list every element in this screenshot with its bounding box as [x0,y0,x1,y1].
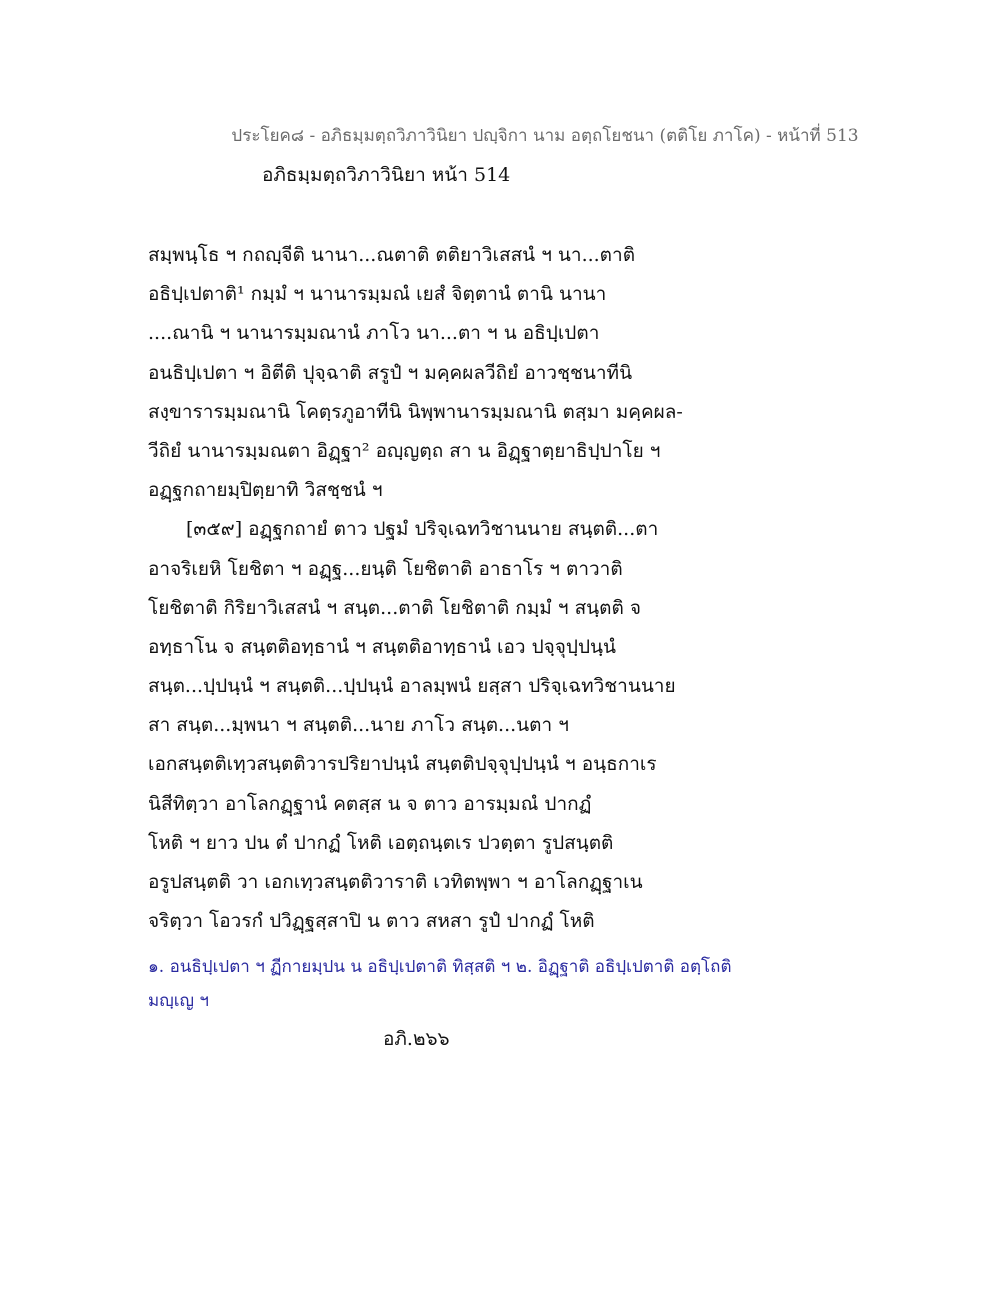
page-reference: อภิ.๒๖๖ [383,1028,450,1050]
body-line: อธิปฺเปตาติ¹ กมฺมํ ฯ นานารมฺมณํ เยสํ จิตฺตานํ ตานิ นานา [148,283,607,306]
footnote-line: มญฺเญ ฯ [148,991,209,1011]
body-line: อนธิปฺเปตา ฯ อิตีติ ปุจฺฉาติ สรูปํ ฯ มคฺคผลวีถิยํ อาวชฺชนาทีนิ [148,361,633,384]
body-line: อาจริเยหิ โยชิตา ฯ อฏฺฐ...ยนฺติ โยชิตาติ อาธาโร ฯ ตาวาติ [148,557,623,580]
body-line: อทฺธาโน จ สนฺตติอทฺธานํ ฯ สนฺตติอาทฺธานํ เอว ปจฺจุปฺปนฺนํ [148,635,617,658]
paragraph-start-line: [๓๕๙] อฏฺฐกถายํ ตาว ปฐมํ ปริจฺเฉทวิชานนาย สนฺตติ...ตา [186,518,659,541]
body-line: ....ณานิ ฯ นานารมฺมณานํ ภาโว นา...ตา ฯ น อธิปฺเปตา [148,322,600,345]
body-line: นิสีทิตฺวา อาโลกฏฺฐานํ คตสฺส น จ ตาว อารมฺมณํ ปากฏํ [148,792,592,815]
body-line: โยชิตาติ กิริยาวิเสสนํ ฯ สนฺต...ตาติ โยชิตาติ กมฺมํ ฯ สนฺตติ จ [148,596,642,619]
body-line: วีถิยํ นานารมฺมณตา อิฏฺฐา² อญฺญตฺถ สา น อิฏฺฐาตฺยาธิปฺปาโย ฯ [148,439,661,462]
body-text [148,236,868,941]
body-line: อฏฺฐกถายมฺปิตฺยาทิ วิสชฺชนํ ฯ [148,479,383,502]
body-line: สา สนฺต...มฺพนา ฯ สนฺตติ...นาย ภาโว สนฺต...นตา ฯ [148,714,569,737]
body-line: โหติ ฯ ยาว ปน ตํ ปากฏํ โหติ เอตฺถนฺตเร ปวตฺตา รูปสนฺตติ [148,831,614,854]
body-line: เอกสนฺตติเทฺวสนฺตติวารปริยาปนฺนํ สนฺตติปจฺจุปฺปนฺนํ ฯ อนฺธกาเร [148,753,657,776]
footnote-line: ๑. อนธิปฺเปตา ฯ ฏีกายมฺปน น อธิปฺเปตาติ ทิสฺสติ ฯ ๒. อิฏฺฐาติ อธิปฺเปตาติ อตฺโถติ [148,957,732,977]
running-header: ประโยค๘ - อภิธมฺมตฺถวิภาวินิยา ปญฺจิกา นาม อตฺถโยชนา (ตติโย ภาโค) - หน้าที่ 513 [231,126,859,146]
body-line: อรูปสนฺตติ วา เอกเทฺวสนฺตติวาราติ เวทิตพฺพา ฯ อาโลกฏฺฐาเน [148,871,643,893]
body-line: จริตฺวา โอวรกํ ปวิฏฺฐสฺสาปิ น ตาว สหสา รูปํ ปากฏํ โหติ [148,910,595,933]
body-line: สงฺขารารมฺมณานิ โคตฺรภูอาทีนิ นิพฺพานารมฺมณานิ ตสฺมา มคฺคผล- [148,400,683,423]
body-line: สนฺต...ปฺปนฺนํ ฯ สนฺตติ...ปฺปนฺนํ อาลมฺพนํ ยสฺสา ปริจฺเฉทวิชานนาย [148,675,676,698]
footnotes [148,950,868,1018]
body-line: สมฺพนฺโธ ฯ กถญฺจีติ นานา...ณตาติ ตติยาวิเสสนํ ฯ นา...ตาติ [148,244,636,266]
page-heading: อภิธมฺมตฺถวิภาวินิยา หน้า 514 [262,164,511,186]
